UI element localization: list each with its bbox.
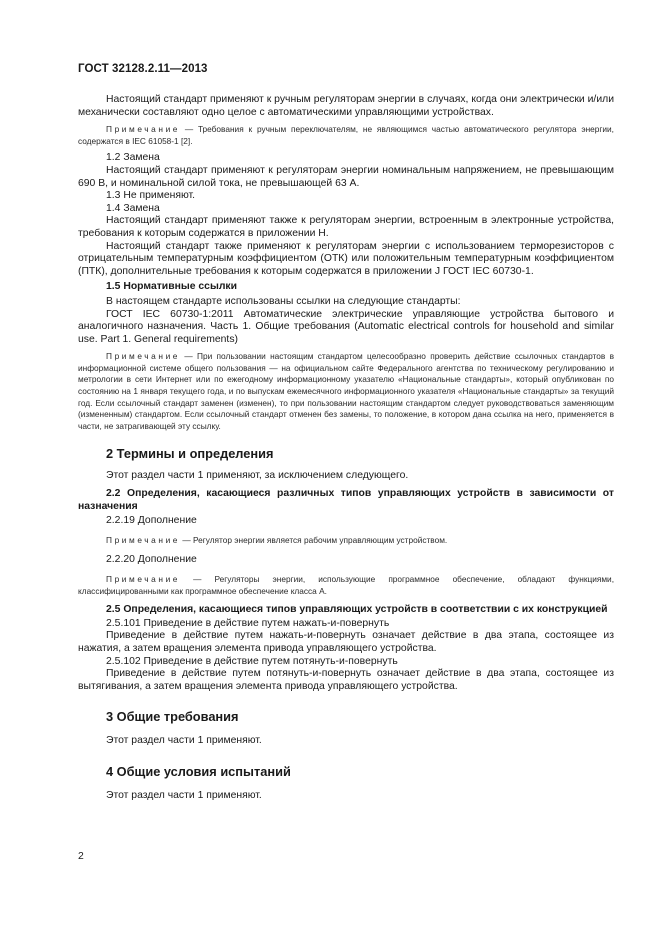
note-software xyxy=(78,574,614,597)
paragraph-pull-turn: Приведение в действие путем потянуть-и-повернуть означает действие в два этапа, состоящее из вытягивания, а затем вращения элемента привода управляющего устройства. xyxy=(78,668,614,692)
paragraph-references-intro: В настоящем стандарте использованы ссылки на следующие стандарты: xyxy=(106,295,461,307)
note-manual-switches xyxy=(78,124,614,147)
paragraph-thermistors: Настоящий стандарт также применяют к регуляторам энергии с использованием терморезисторов с отрицательным температурным коэффициентом (ОТК) или положительным температурным коэффициентом (ПТК), дополнительные требования к которым содержатся в приложении J ГОСТ IEC 60730-1. xyxy=(78,240,614,277)
clause-2-2-20: 2.2.20 Дополнение xyxy=(106,554,197,566)
paragraph-electronic: Настоящий стандарт применяют также к регуляторам энергии, встроенным в электронные устройства, требования к которым содержатся в приложении Н. xyxy=(78,215,614,239)
paragraph-section-2: Этот раздел части 1 применяют, за исключением следующего. xyxy=(106,470,409,482)
note-label: Примечание xyxy=(106,351,181,362)
paragraph-reference-gost: ГОСТ IEC 60730-1:2011 Автоматические электрические управляющие устройства бытового и аналогичного назначения. Часть 1. Общие требования (Automatic electrical controls for household and similar use. Part 1. General requirements) xyxy=(78,308,614,345)
clause-1-3: 1.3 Не применяют. xyxy=(106,190,196,202)
clause-2-5-102: 2.5.102 Приведение в действие путем потянуть-и-повернуть xyxy=(106,655,398,667)
page-content xyxy=(78,94,614,803)
standard-designation: ГОСТ 32128.2.11—2013 xyxy=(78,63,208,75)
note-text: — Требования к ручным переключателям, не являющимся частью автоматического регулятора энергии, содержатся в IEC 61058-1 [2]. xyxy=(78,124,614,146)
note-text: — При пользовании настоящим стандартом целесообразно проверить действие ссылочных стандартов в информационной системе общего пользования — на официальном сайте Федерального агентства по техническому регулированию и метрологии в сети Интернет или по ежегодному информационному указателю «Национальные стандарты», который опубликован по состоянию на 1 января текущего года, и по выпускам ежемесячного информационного указателя «Национальные стандарты» за текущий год. Если ссылочный стандарт заменен (изменен), то при пользовании настоящим стандартом следует руководствоваться заменяющим (измененным) стандартом. Если ссылочный стандарт отменен без замены, то положение, в котором дана ссылка на него, применяется в части, не затрагивающей эту ссылку. xyxy=(78,351,614,431)
paragraph-voltage: Настоящий стандарт применяют к регуляторам энергии номинальным напряжением, не превышающим 690 В, и номинальной силой тока, не превышающей 63 А. xyxy=(78,164,614,189)
section-2-heading: 2 Термины и определения xyxy=(106,446,274,462)
paragraph-section-4: Этот раздел части 1 применяют. xyxy=(106,789,262,801)
section-4-heading: 4 Общие условия испытаний xyxy=(106,763,291,779)
note-text: — Регулятор энергии является рабочим управляющим устройством. xyxy=(180,534,448,545)
clause-2-2: 2.2 Определения, касающиеся различных типов управляющих устройств в зависимости от назначения xyxy=(78,488,614,512)
page-number: 2 xyxy=(78,851,84,862)
note-energy-regulator xyxy=(78,535,614,547)
paragraph-scope: Настоящий стандарт применяют к ручным регуляторам энергии в случаях, когда они электрически и/или механически составляют одно целое с автоматическими управляющими устройствах. xyxy=(78,94,614,118)
note-label: Примечание xyxy=(106,534,181,545)
paragraph-section-3: Этот раздел части 1 применяют. xyxy=(106,735,262,747)
note-label: Примечание xyxy=(106,124,181,135)
section-3-heading: 3 Общие требования xyxy=(106,709,239,725)
note-references xyxy=(78,351,614,432)
note-label: Примечание xyxy=(106,574,181,584)
note-text: — Регуляторы энергии, использующие программное обеспечение, обладают функциями, классифицированными как программное обеспечение класса А. xyxy=(78,574,614,596)
clause-2-2-19: 2.2.19 Дополнение xyxy=(106,515,197,527)
clause-2-5: 2.5 Определения, касающиеся типов управляющих устройств в соответствии с их конструкцией xyxy=(106,604,608,616)
clause-1-5: 1.5 Нормативные ссылки xyxy=(106,281,238,293)
clause-2-5-101: 2.5.101 Приведение в действие путем нажать-и-повернуть xyxy=(106,617,390,629)
paragraph-push-turn: Приведение в действие путем нажать-и-повернуть означает действие в два этапа, состоящее из нажатия, а затем вращения элемента привода управляющего устройства. xyxy=(78,630,614,654)
clause-1-2: 1.2 Замена xyxy=(106,152,160,164)
clause-1-4: 1.4 Замена xyxy=(106,202,160,214)
